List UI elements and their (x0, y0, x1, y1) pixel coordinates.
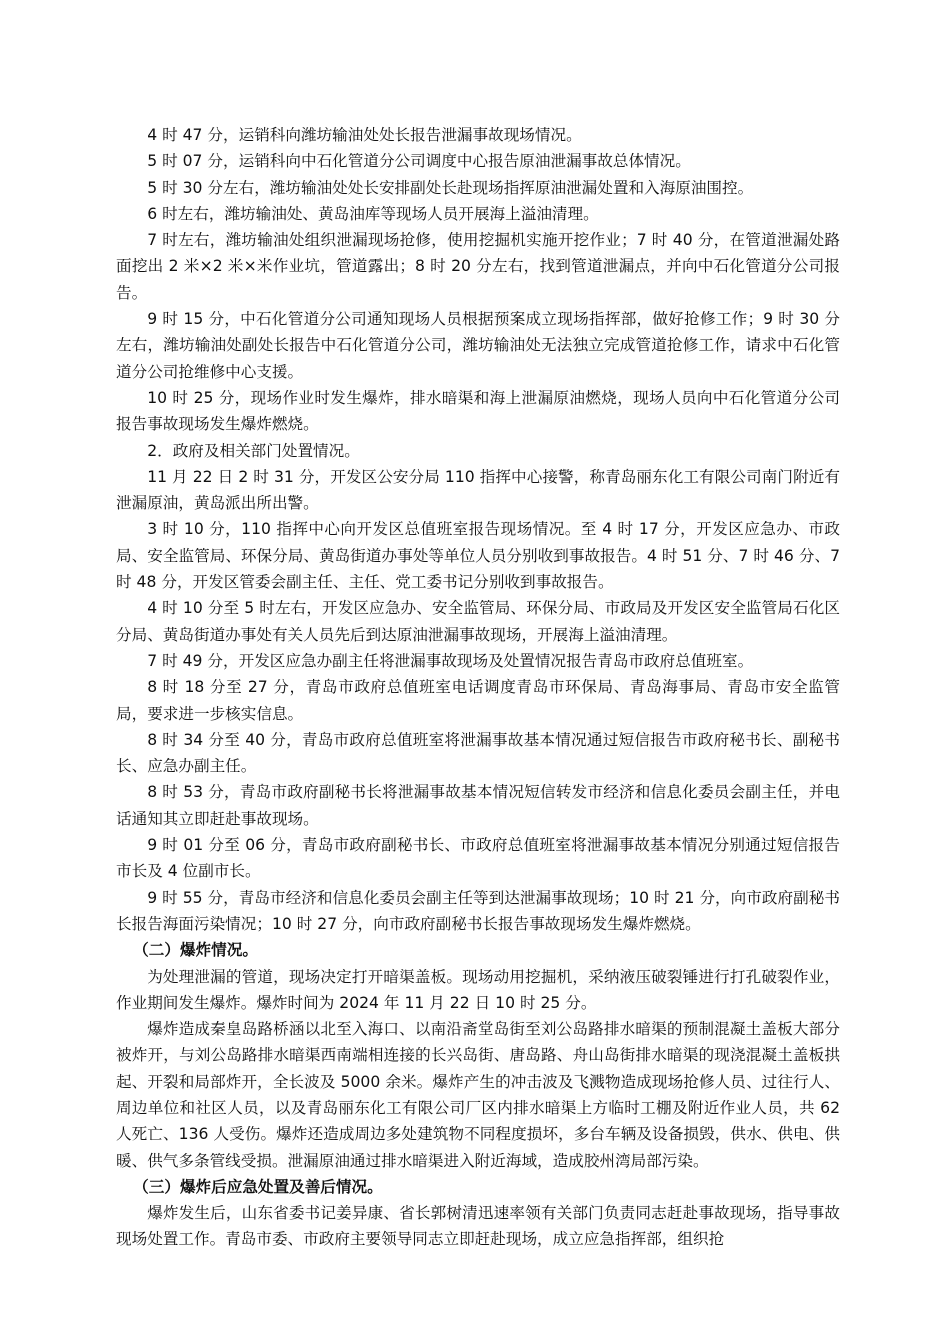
paragraph: 爆炸造成秦皇岛路桥涵以北至入海口、以南沿斋堂岛街至刘公岛路排水暗渠的预制混凝土盖板大部分被炸开，与刘公岛路排水暗渠西南端相连接的长兴岛街、唐岛路、舟山岛街排水暗渠的现浇混凝土盖板拱起、开裂和局部炸开，全长波及 5000 余米。爆炸产生的冲击波及飞溅物造成现场抢修人员、过往行人、周边单位和社区人员，以及青岛丽东化工有限公司厂区内排水暗渠上方临时工棚及附近作业人员，共 62 人死亡、136 人受伤。爆炸还造成周边多处建筑物不同程度损坏，多台车辆及设备损毁，供水、供电、供暖、供气多条管线受损。泄漏原油通过排水暗渠进入附近海域，造成胶州湾局部污染。 (116, 1020, 840, 1170)
paragraph: 爆炸发生后，山东省委书记姜异康、省长郭树清迅速率领有关部门负责同志赶赴事故现场，指导事故现场处置工作。青岛市委、市政府主要领导同志立即赶赴现场，成立应急指挥部，组织抢 (116, 1204, 840, 1249)
paragraph: 8 时 34 分至 40 分，青岛市政府总值班室将泄漏事故基本情况通过短信报告市政府秘书长、副秘书长、应急办副主任。 (116, 730, 840, 776)
paragraph: 11 月 22 日 2 时 31 分，开发区公安分局 110 指挥中心接警，称青岛丽东化工有限公司南门附近有泄漏原油，黄岛派出所出警。 (116, 467, 840, 513)
paragraph: 3 时 10 分，110 指挥中心向开发区总值班室报告现场情况。至 4 时 17 分，开发区应急办、市政局、安全监管局、环保分局、黄岛街道办事处等单位人员分别收到事故报告。4 时 51 分、7 时 46 分、7 时 48 分，开发区管委会副主任、主任、党工委书记分别收到事故报告。 (116, 520, 840, 592)
document-body (116, 122, 840, 1253)
subsection-heading: 2．政府及相关部门处置情况。 (147, 441, 360, 460)
paragraph: 7 时 49 分，开发区应急办副主任将泄漏事故现场及处置情况报告青岛市政府总值班室。 (147, 651, 754, 670)
paragraph: 9 时 01 分至 06 分，青岛市政府副秘书长、市政府总值班室将泄漏事故基本情况分别通过短信报告市长及 4 位副市长。 (116, 836, 840, 881)
paragraph: 10 时 25 分，现场作业时发生爆炸，排水暗渠和海上泄漏原油燃烧，现场人员向中石化管道分公司报告事故现场发生爆炸燃烧。 (116, 388, 840, 434)
section-heading-aftermath: （三）爆炸后应急处置及善后情况。 (133, 1177, 383, 1196)
section-heading-explosion: （二）爆炸情况。 (133, 941, 258, 960)
paragraph: 4 时 47 分，运销科向潍坊输油处处长报告泄漏事故现场情况。 (147, 126, 582, 144)
paragraph: 6 时左右，潍坊输油处、黄岛油库等现场人员开展海上溢油清理。 (147, 204, 599, 223)
paragraph: 7 时左右，潍坊输油处组织泄漏现场抢修，使用挖掘机实施开挖作业；7 时 40 分，在管道泄漏处路面挖出 2 米×2 米×米作业坑，管道露出；8 时 20 分左右，找到管道泄漏点，并向中石化管道分公司报告。 (116, 231, 840, 302)
paragraph: 8 时 53 分，青岛市政府副秘书长将泄漏事故基本情况短信转发市经济和信息化委员会副主任，并电话通知其立即赶赴事故现场。 (116, 783, 840, 828)
paragraph: 5 时 30 分左右，潍坊输油处处长安排副处长赴现场指挥原油泄漏处置和入海原油围控。 (147, 178, 754, 197)
paragraph: 9 时 55 分，青岛市经济和信息化委员会副主任等到达泄漏事故现场；10 时 21 分，向市政府副秘书长报告海面污染情况；10 时 27 分，向市政府副秘书长报告事故现场发生爆炸燃烧。 (116, 888, 840, 933)
paragraph: 为处理泄漏的管道，现场决定打开暗渠盖板。现场动用挖掘机，采纳液压破裂锤进行打孔破裂作业，作业期间发生爆炸。爆炸时间为 2024 年 11 月 22 日 10 时 25 分。 (116, 967, 840, 1012)
paragraph: 4 时 10 分至 5 时左右，开发区应急办、安全监管局、环保分局、市政局及开发区安全监管局石化区分局、黄岛街道办事处有关人员先后到达原油泄漏事故现场，开展海上溢油清理。 (116, 599, 840, 644)
paragraph: 9 时 15 分，中石化管道分公司通知现场人员根据预案成立现场指挥部，做好抢修工作；9 时 30 分左右，潍坊输油处副处长报告中石化管道分公司，潍坊输油处无法独立完成管道抢修工作，请求中石化管道分公司抢维修中心支援。 (116, 310, 840, 381)
paragraph: 8 时 18 分至 27 分，青岛市政府总值班室电话调度青岛市环保局、青岛海事局、青岛市安全监管局，要求进一步核实信息。 (116, 678, 840, 723)
paragraph: 5 时 07 分，运销科向中石化管道分公司调度中心报告原油泄漏事故总体情况。 (147, 152, 691, 171)
